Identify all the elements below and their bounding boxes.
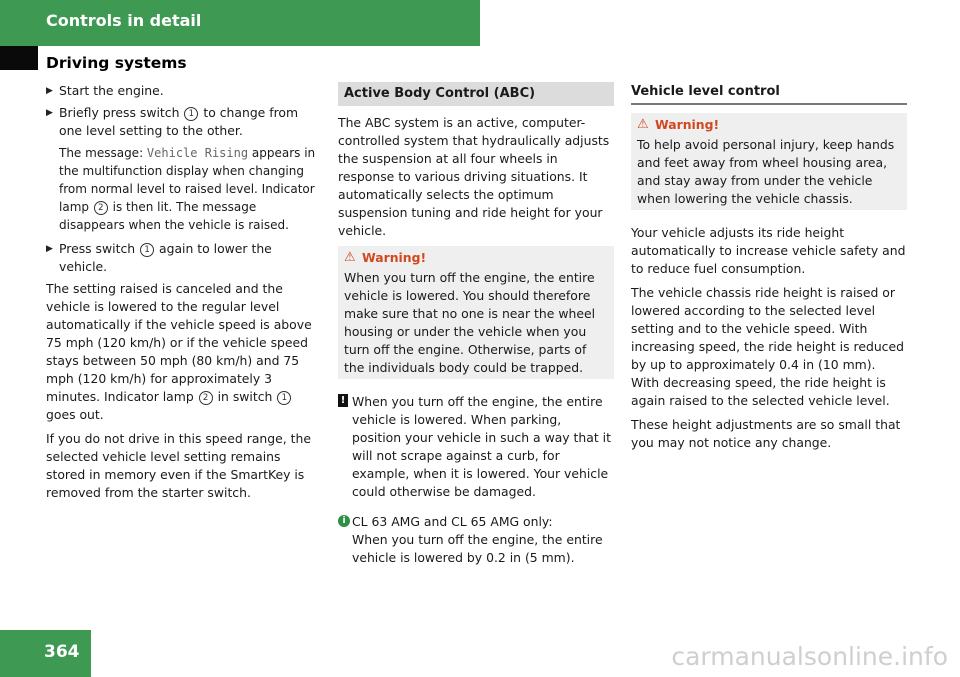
- step-start-engine: ▶ Start the engine.: [46, 83, 164, 98]
- page-number: 364: [44, 642, 80, 662]
- callout-2-icon: 2: [199, 391, 213, 405]
- chapter-title: Controls in detail: [46, 11, 202, 30]
- watermark: carmanualsonline.info: [671, 642, 948, 671]
- abc-warning-box: [338, 246, 614, 379]
- adjustments-paragraph: These height adjustments are so small that you may not notice any change.: [631, 417, 901, 450]
- header-black-tab: [0, 46, 38, 70]
- column-right: [631, 82, 907, 458]
- callout-2-icon: 2: [94, 201, 108, 215]
- warning-text: When you turn off the engine, the entire vehicle is lowered. You should therefore make sure that no one is near the wheel housing or under the vehicle when you turn off the engine. Otherwise, parts of the individuals body could be trapped.: [344, 270, 596, 375]
- warning-triangle-icon: ⚠: [344, 250, 356, 265]
- level-warning-box: [631, 113, 907, 210]
- column-middle: [338, 82, 614, 567]
- callout-1-icon: 1: [277, 391, 291, 405]
- level-control-heading: Vehicle level control: [631, 82, 907, 105]
- section-title: Driving systems: [46, 54, 187, 72]
- callout-1-icon: 1: [140, 243, 154, 257]
- arrow-right-icon: ▶: [46, 108, 53, 118]
- callout-1-icon: 1: [184, 107, 198, 121]
- exclamation-icon: !: [338, 394, 348, 407]
- ride-height-paragraph: Your vehicle adjusts its ride height automatically to increase vehicle safety and to reduce fuel consumption.: [631, 225, 906, 276]
- amg-info: i CL 63 AMG and CL 65 AMG only: When you turn off the engine, the entire vehicle is lowered by 0.2 in (5 mm).: [338, 513, 614, 567]
- abc-heading: Active Body Control (ABC): [338, 82, 614, 106]
- step-press-switch: ▶ Briefly press switch 1 to change from one level setting to the other.: [46, 105, 299, 138]
- message-paragraph: The message: Vehicle Rising appears in the multifunction display when changing from normal level to raised level. Indicator lamp 2 is then lit. The message disappears when the vehicle is raised.: [59, 146, 316, 232]
- column-left: [46, 82, 322, 508]
- warning-triangle-icon: ⚠: [637, 117, 649, 132]
- step-lower-vehicle: ▶ Press switch 1 again to lower the vehicle.: [46, 241, 272, 274]
- display-message: Vehicle Rising: [146, 146, 249, 160]
- arrow-right-icon: ▶: [46, 244, 53, 254]
- warning-title: ⚠ Warning!: [637, 117, 720, 132]
- damage-note: ! When you turn off the engine, the entire vehicle is lowered. When parking, position your vehicle in such a way that it will not scrape against a curb, for example, when it is lowered. Your vehicle could otherwise be damaged.: [338, 393, 614, 501]
- memory-paragraph: If you do not drive in this speed range, the selected vehicle level setting remains stored in memory even if the SmartKey is removed from the starter switch.: [46, 431, 311, 500]
- info-icon: i: [338, 515, 350, 527]
- warning-text: To help avoid personal injury, keep hands and feet away from wheel housing area, and stay away from under the vehicle when lowering the vehicle chassis.: [637, 137, 895, 206]
- abc-intro: The ABC system is an active, computer-controlled system that hydraulically adjusts the suspension at all four wheels in response to various driving situations. It automatically selects the optimum suspension tuning and ride height for your vehicle.: [338, 115, 610, 238]
- cancel-paragraph: The setting raised is canceled and the vehicle is lowered to the regular level automatically if the vehicle speed is above 75 mph (120 km/h) or if the vehicle speed stays between 50 mph (80 km/h) and 75 mph (120 km/h) for approximately 3 minutes. Indicator lamp 2 in switch 1 goes out.: [46, 281, 312, 422]
- chassis-paragraph: The vehicle chassis ride height is raised or lowered according to the selected level setting and to the vehicle speed. With increasing speed, the ride height is reduced by up to approximately 0.4 in (10 mm). With decreasing speed, the ride height is again raised to the selected vehicle level.: [631, 285, 904, 408]
- warning-title: ⚠ Warning!: [344, 250, 427, 265]
- page-number-box: [0, 630, 91, 677]
- arrow-right-icon: ▶: [46, 86, 53, 96]
